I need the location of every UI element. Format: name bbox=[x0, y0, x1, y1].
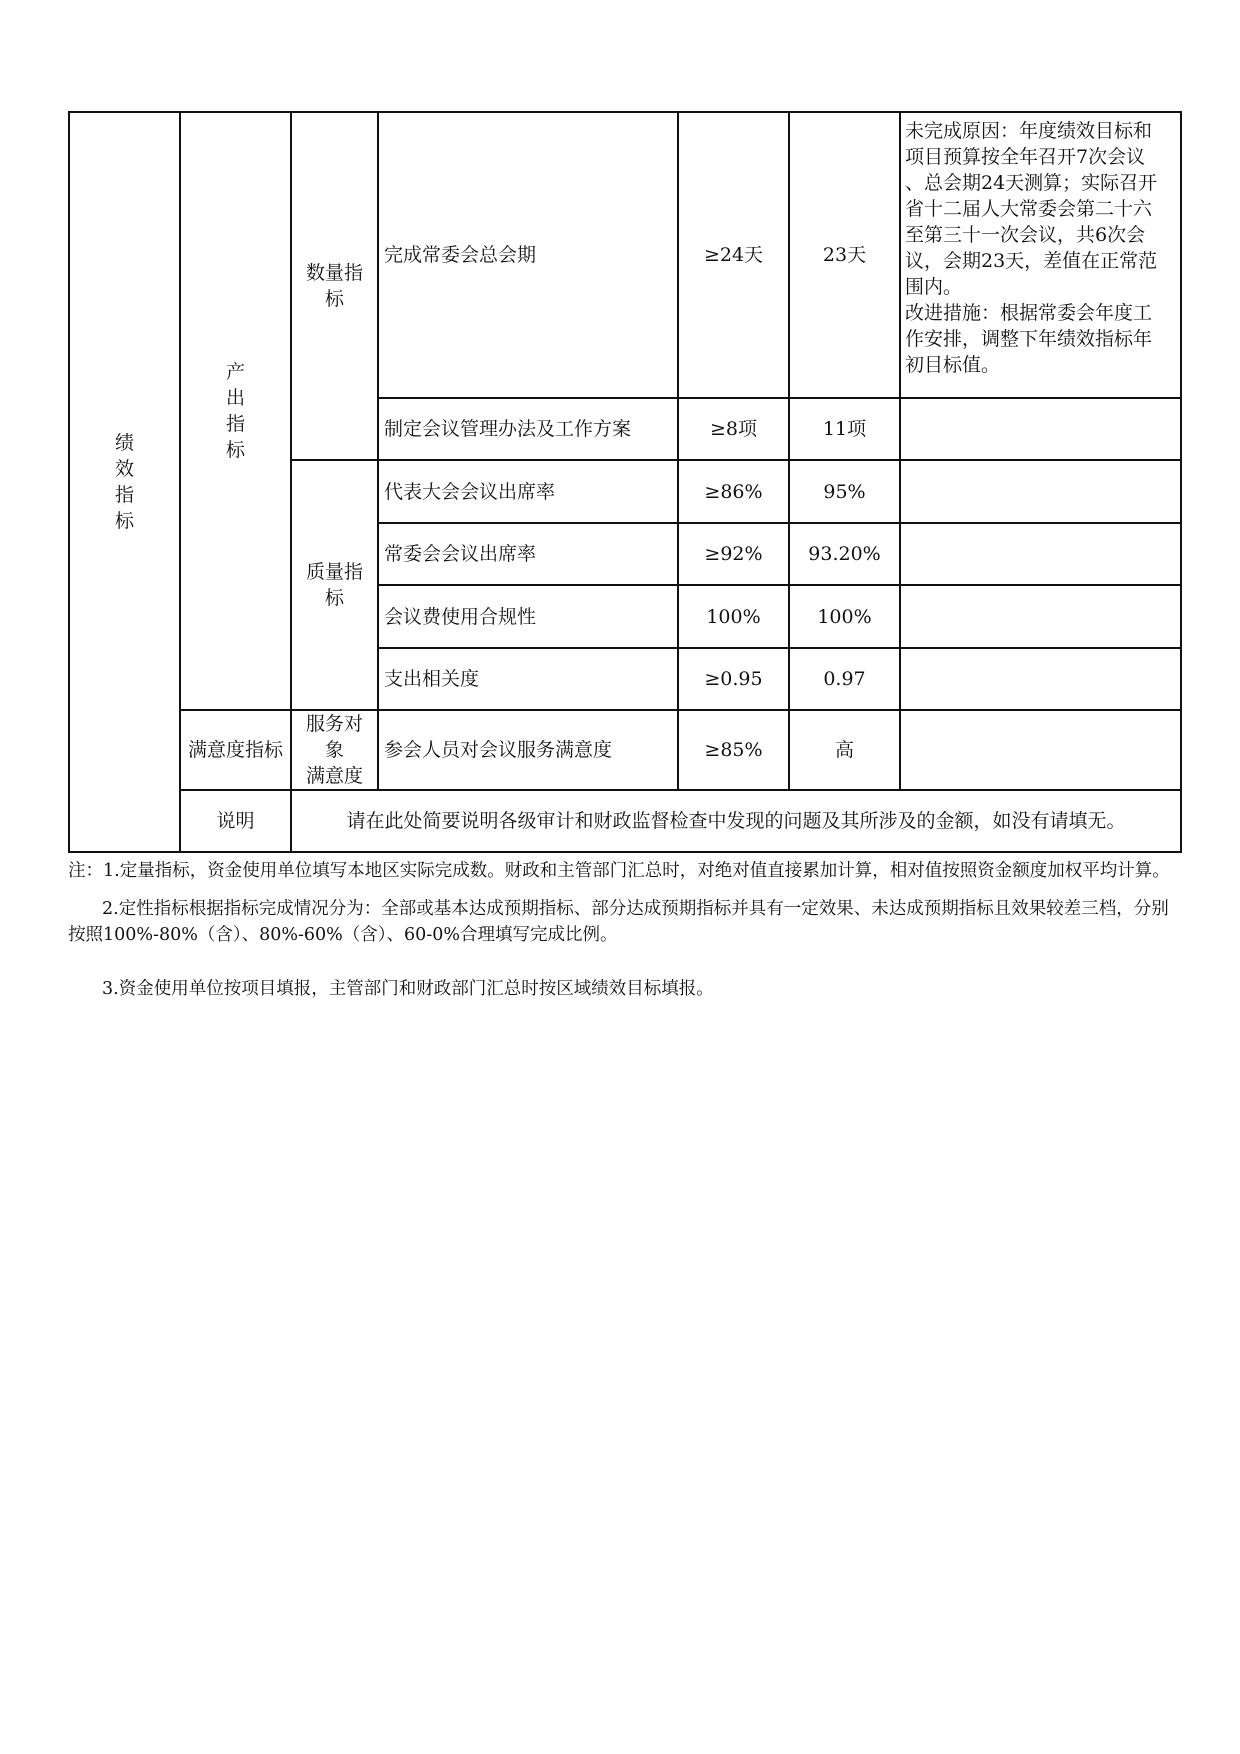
target-value-cell: ≥85% bbox=[678, 710, 789, 790]
target-value-cell: ≥0.95 bbox=[678, 648, 789, 710]
note-2: 2.定性指标根据指标完成情况分为：全部或基本达成预期指标、部分达成预期指标并具有一定效果、未达成预期指标且效果较差三档，分别按照100%-80%（含）、80%-60%（含）、60-0%合理填写完成比例。 bbox=[68, 899, 1169, 945]
indicator-name-cell: 常委会会议出席率 bbox=[378, 523, 678, 585]
actual-value-cell: 0.97 bbox=[789, 648, 900, 710]
actual-value-cell: 100% bbox=[789, 585, 900, 648]
note-1: 注：1.定量指标，资金使用单位填写本地区实际完成数。财政和主管部门汇总时，对绝对值直接累加计算，相对值按照资金额度加权平均计算。 bbox=[68, 861, 1170, 881]
indicator-name-cell: 完成常委会总会期 bbox=[378, 112, 678, 398]
indicator-name-cell: 支出相关度 bbox=[378, 648, 678, 710]
level3-quality-indicator-cell: 质量指 标 bbox=[291, 460, 378, 710]
actual-value-cell: 11项 bbox=[789, 398, 900, 460]
target-value-cell: 100% bbox=[678, 585, 789, 648]
deviation-reason-cell bbox=[900, 585, 1181, 648]
indicator-name-cell: 参会人员对会议服务满意度 bbox=[378, 710, 678, 790]
deviation-reason-cell bbox=[900, 710, 1181, 790]
deviation-reason-cell bbox=[900, 460, 1181, 523]
level2-satisfaction-indicator-cell: 满意度指标 bbox=[180, 710, 291, 790]
deviation-reason-cell bbox=[900, 398, 1181, 460]
target-value-cell: ≥24天 bbox=[678, 112, 789, 398]
performance-indicator-table bbox=[68, 111, 1182, 853]
explain-text-cell: 请在此处简要说明各级审计和财政监督检查中发现的问题及其所涉及的金额，如没有请填无。 bbox=[291, 790, 1181, 852]
level3-service-satisfaction-cell: 服务对 象 满意度 bbox=[291, 710, 378, 790]
target-value-cell: ≥86% bbox=[678, 460, 789, 523]
indicator-name-cell: 代表大会会议出席率 bbox=[378, 460, 678, 523]
explain-label-cell: 说明 bbox=[180, 790, 291, 852]
deviation-reason-cell bbox=[900, 648, 1181, 710]
indicator-name-cell: 会议费使用合规性 bbox=[378, 585, 678, 648]
notes-section bbox=[68, 858, 1180, 1002]
indicator-name-cell: 制定会议管理办法及工作方案 bbox=[378, 398, 678, 460]
actual-value-cell: 95% bbox=[789, 460, 900, 523]
target-value-cell: ≥92% bbox=[678, 523, 789, 585]
actual-value-cell: 23天 bbox=[789, 112, 900, 398]
level3-quantity-indicator-cell: 数量指 标 bbox=[291, 112, 378, 460]
deviation-reason-cell bbox=[900, 523, 1181, 585]
note-3: 3.资金使用单位按项目填报，主管部门和财政部门汇总时按区域绩效目标填报。 bbox=[102, 979, 714, 999]
level1-performance-indicator-cell: 绩 效 指 标 bbox=[69, 112, 180, 852]
deviation-reason-cell: 未完成原因：年度绩效目标和 项目预算按全年召开7次会议 、总会期24天测算；实际召开 省十二届人大常委会第二十六 至第三十一次会议，共6次会 议，会期23天，差值在正常范 围内。 改进措施：根据常委会年度工 作安排，调整下年绩效指标年 初目标值。 bbox=[900, 112, 1181, 398]
target-value-cell: ≥8项 bbox=[678, 398, 789, 460]
actual-value-cell: 高 bbox=[789, 710, 900, 790]
actual-value-cell: 93.20% bbox=[789, 523, 900, 585]
level2-output-indicator-cell: 产 出 指 标 bbox=[180, 112, 291, 710]
